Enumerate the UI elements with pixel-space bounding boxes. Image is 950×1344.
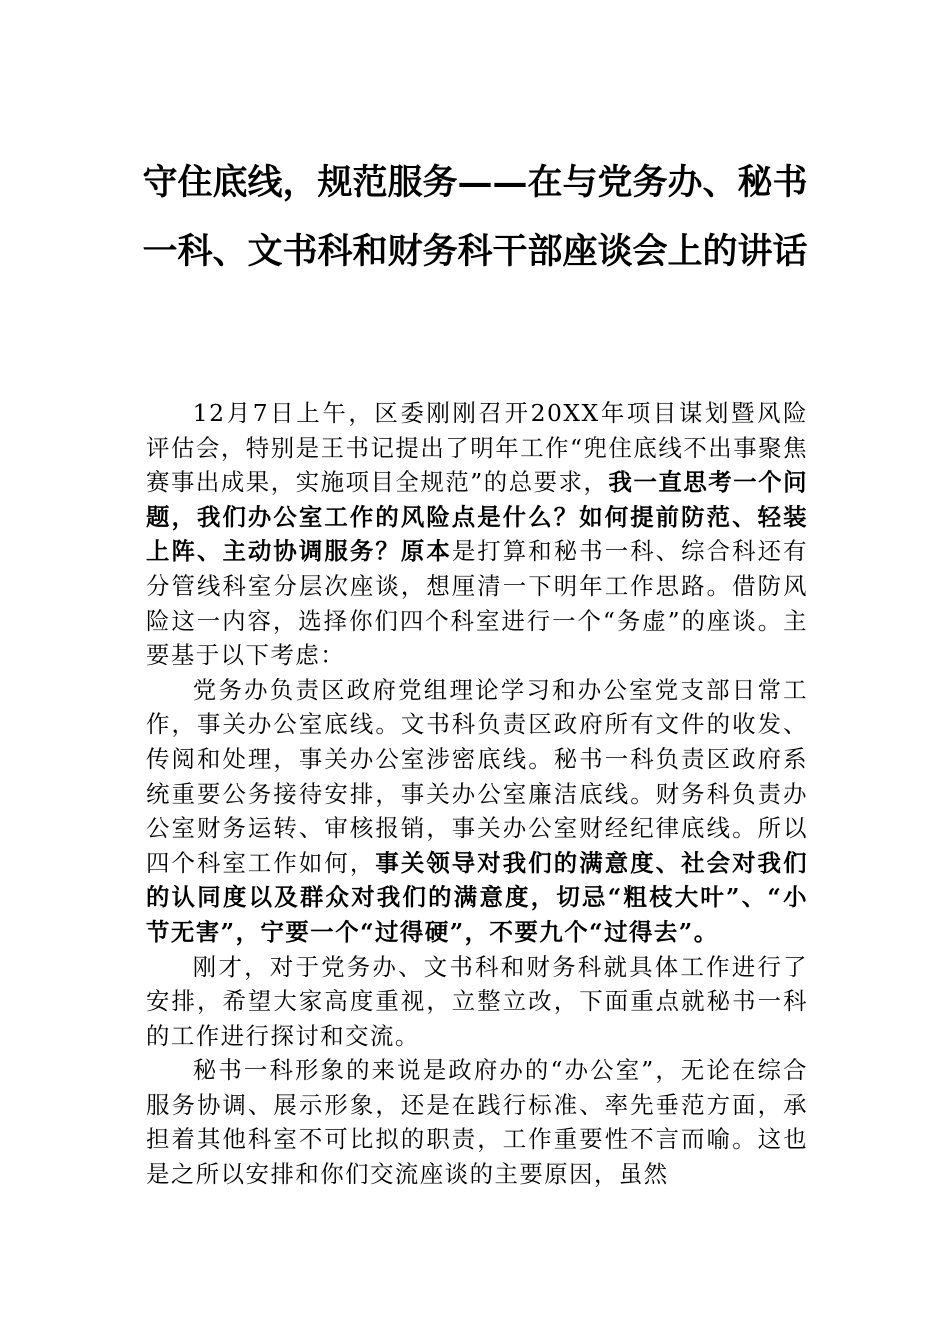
- paragraph-2-text-1: 党务办负责区政府党组理论学习和办公室党支部日常工作，事关办公室底线。文书科负责区政府所有文件的收发、传阅和处理，事关办公室涉密底线。秘书一科负责区政府系统重要公务接待安排，事关办公室廉洁底线。财务科负责办公室财务运转、审核报销，事关办公室财经纪律底线。所以四个科室工作如何，: [146, 675, 808, 877]
- paragraph-1-bold-text: 我一直思考一个问题，我们办公室工作的风险点是什么？如何提前防范、轻装上阵、主动协调服务？原本: [146, 468, 808, 566]
- paragraph-2: [146, 673, 808, 950]
- document-title: 守住底线，规范服务——在与党务办、秘书一科、文书科和财务科干部座谈会上的讲话: [142, 162, 808, 272]
- paragraph-2-bold-text: 事关领导对我们的满意度、社会对我们的认同度以及群众对我们的满意度，切忌“粗枝大叶”、“小节无害”，宁要一个“过得硬”，不要九个“过得去”。: [146, 848, 808, 946]
- paragraph-1: [146, 396, 808, 673]
- paragraph-3-text-1: 刚才，对于党务办、文书科和财务科就具体工作进行了安排，希望大家高度重视，立整立改，下面重点就秘书一科的工作进行探讨和交流。: [146, 952, 808, 1050]
- paragraph-4: [146, 1053, 808, 1191]
- paragraph-1-text-2: 是打算和秘书一科、综合科还有分管线科室分层次座谈，想厘清一下明年工作思路。借防风险这一内容，选择你们四个科室进行一个“务虚”的座谈。主要基于以下考虑：: [146, 537, 808, 670]
- paragraph-1-text-1: 12月7日上午，区委刚刚召开20XX年项目谋划暨风险评估会，特别是王书记提出了明年工作“兜住底线不出事聚焦赛事出成果，实施项目全规范”的总要求，: [146, 399, 808, 497]
- paragraph-4-text-1: 秘书一科形象的来说是政府办的“办公室”，无论在综合服务协调、展示形象，还是在践行标准、率先垂范方面，承担着其他科室不可比拟的职责，工作重要性不言而喻。这也是之所以安排和你们交流座谈的主要原因，虽然: [146, 1056, 808, 1189]
- document-body: [146, 396, 808, 1192]
- paragraph-3: [146, 950, 808, 1054]
